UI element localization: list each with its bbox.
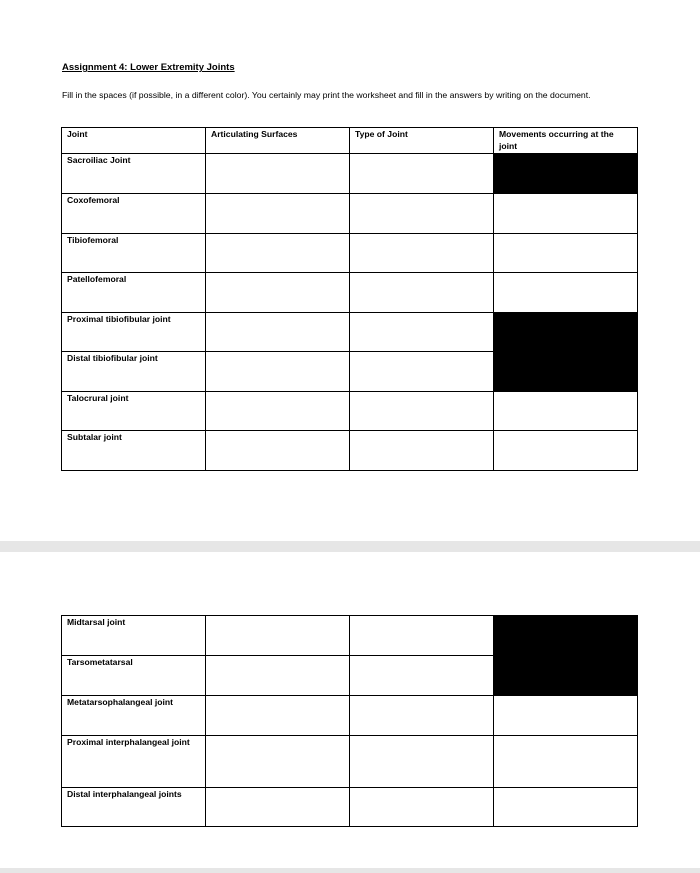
type-of-joint-cell[interactable] <box>350 313 494 352</box>
table-row <box>62 788 638 827</box>
joint-name-cell: Tibiofemoral <box>62 234 206 273</box>
movements-cell-blacked-out <box>494 616 638 696</box>
table-header-row <box>62 128 638 154</box>
table-row <box>62 273 638 313</box>
articulating-surfaces-cell[interactable] <box>206 234 350 273</box>
articulating-surfaces-cell[interactable] <box>206 352 350 392</box>
articulating-surfaces-cell[interactable] <box>206 656 350 696</box>
articulating-surfaces-cell[interactable] <box>206 154 350 194</box>
joint-name-cell: Talocrural joint <box>62 392 206 431</box>
movements-cell[interactable] <box>494 788 638 827</box>
movements-cell[interactable] <box>494 431 638 471</box>
articulating-surfaces-cell[interactable] <box>206 392 350 431</box>
type-of-joint-cell[interactable] <box>350 194 494 234</box>
movements-cell-blacked-out <box>494 313 638 392</box>
table-row <box>62 431 638 471</box>
articulating-surfaces-cell[interactable] <box>206 788 350 827</box>
type-of-joint-cell[interactable] <box>350 154 494 194</box>
articulating-surfaces-cell[interactable] <box>206 431 350 471</box>
movements-cell[interactable] <box>494 696 638 736</box>
articulating-surfaces-cell[interactable] <box>206 696 350 736</box>
articulating-surfaces-cell[interactable] <box>206 616 350 656</box>
movements-cell[interactable] <box>494 392 638 431</box>
joint-name-cell: Proximal interphalangeal joint <box>62 736 206 788</box>
type-of-joint-cell[interactable] <box>350 234 494 273</box>
joint-name-cell: Distal tibiofibular joint <box>62 352 206 392</box>
joint-name-cell: Midtarsal joint <box>62 616 206 656</box>
movements-cell[interactable] <box>494 234 638 273</box>
type-of-joint-cell[interactable] <box>350 736 494 788</box>
type-of-joint-cell[interactable] <box>350 273 494 313</box>
joint-name-cell: Patellofemoral <box>62 273 206 313</box>
movements-cell-blacked-out <box>494 154 638 194</box>
header-movements: Movements occurring at the joint <box>494 128 638 154</box>
table-row <box>62 313 638 352</box>
movements-cell[interactable] <box>494 273 638 313</box>
joint-name-cell: Tarsometatarsal <box>62 656 206 696</box>
joint-name-cell: Sacroiliac Joint <box>62 154 206 194</box>
type-of-joint-cell[interactable] <box>350 616 494 656</box>
type-of-joint-cell[interactable] <box>350 656 494 696</box>
articulating-surfaces-cell[interactable] <box>206 194 350 234</box>
header-type-of-joint: Type of Joint <box>350 128 494 154</box>
articulating-surfaces-cell[interactable] <box>206 273 350 313</box>
type-of-joint-cell[interactable] <box>350 352 494 392</box>
header-joint: Joint <box>62 128 206 154</box>
header-articulating-surfaces: Articulating Surfaces <box>206 128 350 154</box>
table-row <box>62 736 638 788</box>
type-of-joint-cell[interactable] <box>350 431 494 471</box>
movements-cell[interactable] <box>494 194 638 234</box>
joints-table <box>61 127 638 471</box>
joint-name-cell: Distal interphalangeal joints <box>62 788 206 827</box>
movements-cell[interactable] <box>494 736 638 788</box>
table-row <box>62 154 638 194</box>
type-of-joint-cell[interactable] <box>350 696 494 736</box>
table-row <box>62 194 638 234</box>
type-of-joint-cell[interactable] <box>350 392 494 431</box>
articulating-surfaces-cell[interactable] <box>206 736 350 788</box>
joints-table-continued <box>61 615 638 827</box>
table-row <box>62 234 638 273</box>
articulating-surfaces-cell[interactable] <box>206 313 350 352</box>
joint-name-cell: Metatarsophalangeal joint <box>62 696 206 736</box>
joint-name-cell: Proximal tibiofibular joint <box>62 313 206 352</box>
type-of-joint-cell[interactable] <box>350 788 494 827</box>
table-row <box>62 392 638 431</box>
joint-name-cell: Subtalar joint <box>62 431 206 471</box>
table-row <box>62 696 638 736</box>
assignment-title: Assignment 4: Lower Extremity Joints <box>62 62 235 73</box>
joint-name-cell: Coxofemoral <box>62 194 206 234</box>
table-row <box>62 616 638 656</box>
instructions-text: Fill in the spaces (if possible, in a different color). You certainly may print the worksheet and fill in the answers by writing on the document. <box>62 90 591 100</box>
